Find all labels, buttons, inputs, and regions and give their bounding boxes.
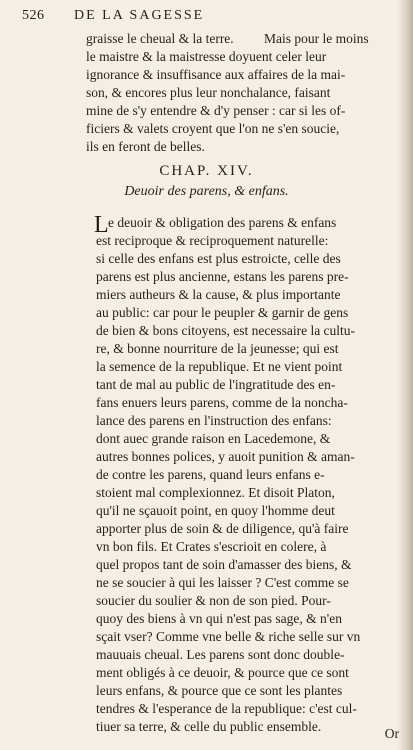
text-line: tendres & l'esperance de la republique: c'est cul- xyxy=(96,701,357,716)
first-line-tail: Mais pour le moins xyxy=(264,31,369,46)
chapter-heading: CHAP. XIV. xyxy=(159,163,254,179)
page-gutter-shadow xyxy=(397,0,413,750)
text-line: re, & bonne nourriture de la jeunesse; qui est xyxy=(96,341,339,356)
text-line: de contre les parens, quand leurs enfans e- xyxy=(96,467,325,482)
text-line: quoy des biens à vn qui n'est pas sage, & n'en xyxy=(96,611,342,626)
text-line: autres bonnes polices, y auoit punition & aman- xyxy=(96,449,355,464)
text-line: dont auec grande raison en Lacedemone, & xyxy=(96,431,331,446)
text-line: de bien & bons citoyens, est necessaire la cultu- xyxy=(96,323,356,338)
text-line: tant de mal au public de l'ingratitude des en- xyxy=(96,377,336,392)
chapter-title: Deuoir des parens, & enfans. xyxy=(124,184,289,199)
text-line: vn bon fils. Et Crates s'escrioit en colere, à xyxy=(96,539,327,554)
text-line: leurs enfans, & pource que ce sont les plantes xyxy=(96,683,343,698)
text-line: fans enuers leurs parens, comme de la noncha- xyxy=(96,395,348,410)
text-line: tiuer sa terre, & celle du public ensemble. xyxy=(96,719,322,734)
text-line: ment obligés à ce deuoir, & pource que ce sont xyxy=(96,665,349,680)
running-head: DE LA SAGESSE xyxy=(74,8,205,23)
text-line: ils en feront de belles. xyxy=(86,139,205,154)
text-line: est reciproque & reciproquement naturelle: xyxy=(96,233,329,248)
text-line: miers autheurs & la cause, & plus importante xyxy=(96,287,341,302)
page-header xyxy=(22,8,395,26)
text-line: le maistre & la maistresse doyuent celer leur xyxy=(86,49,327,64)
text-line: apporter plus de soin & de diligence, qu'à faire xyxy=(96,521,349,536)
text-line: parens est plus ancienne, estans les parens pre- xyxy=(96,269,349,284)
text-line: ignorance & insuffisance aux affaires de la mai- xyxy=(86,67,346,82)
text-line: la semence de la republique. Et ne vient point xyxy=(96,359,343,374)
text-line: lance des parens en l'instruction des enfans: xyxy=(96,413,332,428)
text-line: mine de s'y entendre & d'y penser : car si les of- xyxy=(86,103,346,118)
text-line: mauuais cheual. Les parens sont donc double- xyxy=(96,647,345,662)
text-line: e deuoir & obligation des parens & enfans xyxy=(108,215,337,230)
text-line: au public: car pour le peupler & garnir de gens xyxy=(96,305,349,320)
text-line: soucier du soulier & non de son pied. Pour- xyxy=(96,593,331,608)
drop-cap: L xyxy=(94,212,109,238)
text-line: son, & encores plus leur nonchalance, faisant xyxy=(86,85,331,100)
text-line: qu'il ne sçauoit point, en quoy l'homme deut xyxy=(96,503,335,518)
text-line: stoient mal complexionnez. Et disoit Platon, xyxy=(96,485,335,500)
text-line: quel propos tant de soin d'amasser des biens, & xyxy=(96,557,352,572)
text-line: ne se soucier à qui les laisser ? C'est comme se xyxy=(96,575,349,590)
text-line: sçait vser? Comme vne belle & riche selle sur vn xyxy=(96,629,361,644)
text-line: si celle des enfans est plus estroicte, celle des xyxy=(96,251,341,266)
text-line: ficiers & valets croyent que l'on ne s'en soucie, xyxy=(86,121,340,136)
text-line: graisse le cheual & la terre. xyxy=(86,31,234,46)
catchword: Or xyxy=(384,726,399,741)
page-number: 526 xyxy=(22,8,45,23)
